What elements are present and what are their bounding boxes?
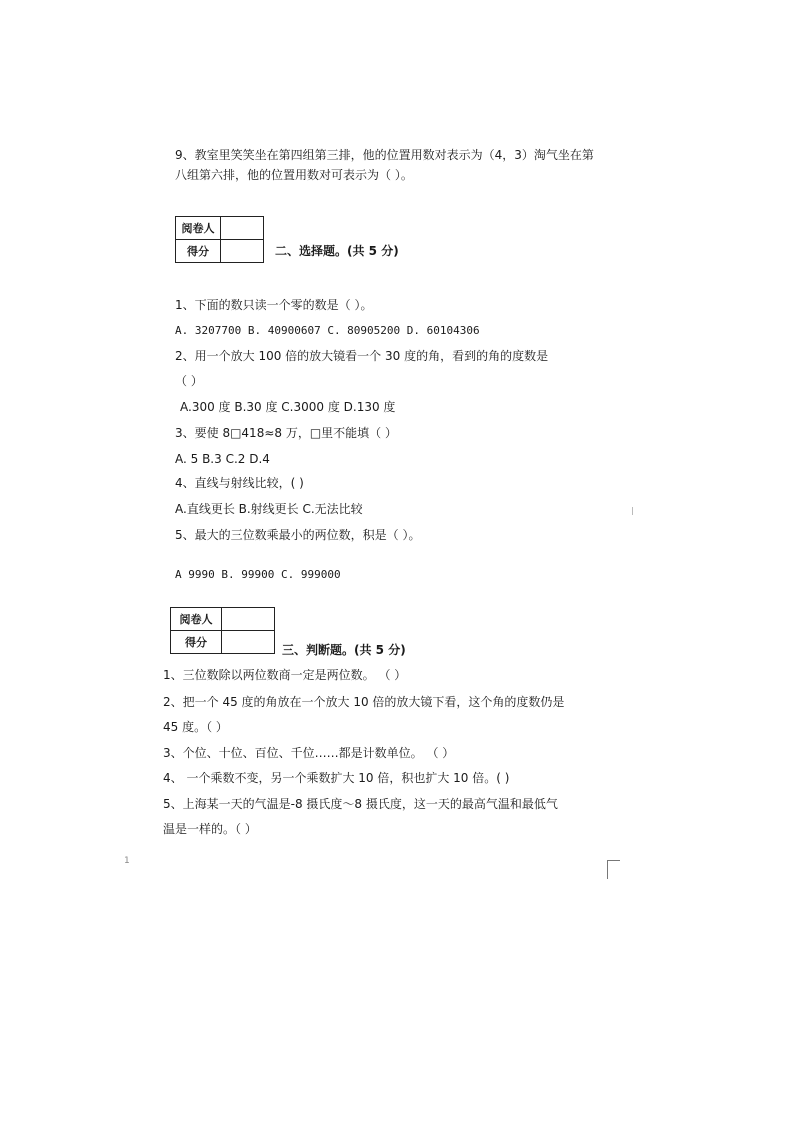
s2-q4-options: A.直线更长 B.射线更长 C.无法比较 <box>175 502 363 516</box>
q9-line-2: 八组第六排，他的位置用数对可表示为（ ）。 <box>175 168 413 182</box>
grader-label: 阅卷人 <box>171 608 222 631</box>
s2-q1: 1、下面的数只读一个零的数是（ ）。 <box>175 298 373 312</box>
section-2-heading: 二、选择题。(共 5 分) <box>275 244 399 258</box>
grader-cell[interactable] <box>221 217 264 240</box>
s3-q2-line-2: 45 度。（ ） <box>163 720 228 734</box>
score-label: 得分 <box>176 240 221 263</box>
section-3-heading: 三、判断题。(共 5 分) <box>282 643 406 657</box>
s2-q5-options: A 9990 B. 99900 C. 999000 <box>175 568 341 581</box>
page-side-mark <box>632 507 633 515</box>
score-cell[interactable] <box>222 631 275 654</box>
s3-q3: 3、个位、十位、百位、千位……都是计数单位。 （ ） <box>163 746 455 760</box>
s2-q2-paren: （ ） <box>175 374 203 388</box>
page-number: 1 <box>124 856 130 866</box>
q9-line-1: 9、教室里笑笑坐在第四组第三排，他的位置用数对表示为（4，3）淘气坐在第 <box>175 148 594 162</box>
s2-q3-options: A. 5 B.3 C.2 D.4 <box>175 452 270 466</box>
s2-q3: 3、要使 8□418≈8 万，□里不能填（ ） <box>175 426 397 440</box>
score-label: 得分 <box>171 631 222 654</box>
s2-q1-options: A. 3207700 B. 40900607 C. 80905200 D. 60104306 <box>175 324 480 337</box>
s2-q4: 4、直线与射线比较，( ) <box>175 476 304 490</box>
score-box-2 <box>170 607 275 654</box>
s2-q2-options: A.300 度 B.30 度 C.3000 度 D.130 度 <box>180 400 396 414</box>
s2-q5: 5、最大的三位数乘最小的两位数，积是（ ）。 <box>175 528 421 542</box>
s3-q4: 4、 一个乘数不变，另一个乘数扩大 10 倍，积也扩大 10 倍。( ) <box>163 771 510 785</box>
score-cell[interactable] <box>221 240 264 263</box>
page-corner-mark <box>607 860 620 879</box>
s3-q2-line-1: 2、把一个 45 度的角放在一个放大 10 倍的放大镜下看，这个角的度数仍是 <box>163 695 565 709</box>
s2-q2: 2、用一个放大 100 倍的放大镜看一个 30 度的角，看到的角的度数是 <box>175 349 549 363</box>
s3-q5-line-1: 5、上海某一天的气温是-8 摄氏度～8 摄氏度，这一天的最高气温和最低气 <box>163 797 558 811</box>
grader-label: 阅卷人 <box>176 217 221 240</box>
s3-q1: 1、三位数除以两位数商一定是两位数。 （ ） <box>163 668 407 682</box>
grader-cell[interactable] <box>222 608 275 631</box>
score-box-1 <box>175 216 264 263</box>
s3-q5-line-2: 温是一样的。（ ） <box>163 822 257 836</box>
